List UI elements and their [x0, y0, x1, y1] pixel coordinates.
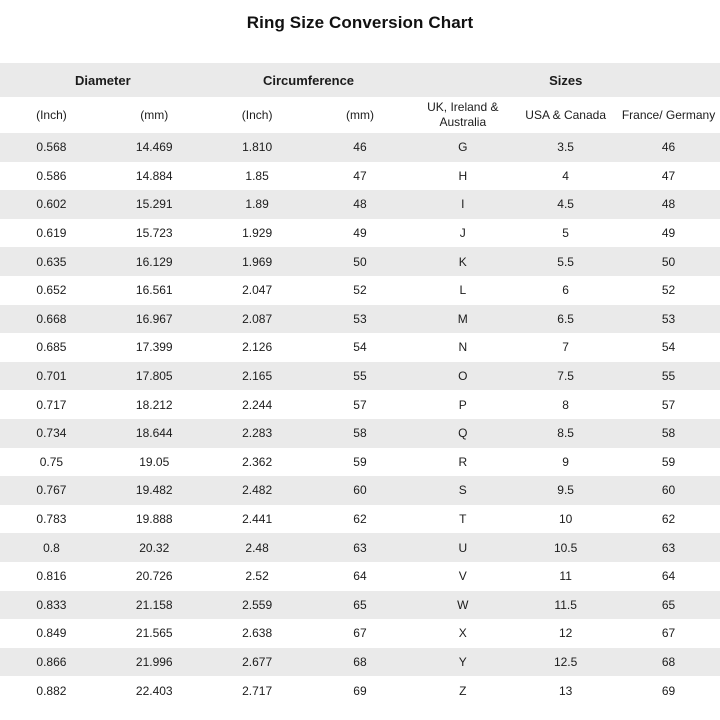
table-cell: 68	[661, 654, 676, 669]
table-cell: 58	[353, 426, 367, 441]
table-cell: 21.565	[135, 626, 173, 641]
table-cell: 2.087	[242, 311, 273, 326]
table-row	[0, 591, 720, 620]
table-cell: 60	[353, 483, 367, 498]
table-row	[0, 448, 720, 477]
table-cell: 67	[661, 626, 676, 641]
table-cell: 48	[661, 197, 676, 212]
group-header-circumference: Circumference	[206, 63, 412, 97]
table-row	[0, 476, 720, 505]
table-cell: 2.677	[242, 654, 273, 669]
table-cell: S	[458, 483, 467, 498]
table-cell: 47	[353, 168, 367, 183]
table-cell: 12	[558, 626, 573, 641]
table-cell: 0.586	[36, 168, 67, 183]
table-cell: 8.5	[557, 426, 574, 441]
column-header-uk-ireland-australia: UK, Ireland & Australia	[411, 97, 514, 133]
table-body	[0, 133, 720, 705]
table-cell: 52	[353, 283, 367, 298]
table-cell: 46	[661, 140, 676, 155]
table-cell: 0.783	[36, 512, 67, 527]
table-cell: 22.403	[135, 683, 173, 698]
table-row	[0, 362, 720, 391]
table-cell: 60	[661, 483, 676, 498]
table-cell: 46	[353, 140, 367, 155]
table-cell: 0.635	[36, 254, 67, 269]
table-cell: 49	[661, 226, 676, 241]
table-cell: 2.638	[242, 626, 273, 641]
column-header-usa-canada: USA & Canada	[514, 97, 617, 133]
table-cell: 2.283	[242, 426, 273, 441]
table-cell: 17.399	[135, 340, 173, 355]
table-cell: 2.441	[242, 512, 273, 527]
table-cell: 0.8	[43, 540, 60, 555]
table-cell: Y	[458, 654, 467, 669]
table-cell: 2.126	[242, 340, 273, 355]
table-subheader-row	[0, 97, 720, 133]
table-cell: 57	[353, 397, 367, 412]
table-cell: X	[458, 626, 467, 641]
table-cell: I	[461, 197, 465, 212]
table-cell: 50	[353, 254, 367, 269]
table-cell: 65	[353, 597, 367, 612]
table-cell: 11	[559, 569, 572, 584]
table-cell: 0.767	[36, 483, 67, 498]
table-cell: 21.996	[135, 654, 173, 669]
table-cell: 0.882	[36, 683, 67, 698]
table-cell: 19.05	[139, 454, 170, 469]
ring-size-table	[0, 63, 720, 705]
table-row	[0, 619, 720, 648]
table-cell: H	[458, 168, 468, 183]
table-cell: 5	[562, 226, 569, 241]
table-cell: M	[457, 311, 468, 326]
column-header-diameter-inch: (Inch)	[0, 97, 103, 133]
table-cell: 19.482	[135, 483, 173, 498]
table-cell: 63	[661, 540, 676, 555]
table-cell: 1.89	[245, 197, 269, 212]
table-cell: J	[459, 226, 466, 241]
table-cell: 54	[353, 340, 367, 355]
table-cell: 19.888	[135, 512, 173, 527]
table-cell: 0.602	[36, 197, 67, 212]
table-cell: 0.849	[36, 626, 67, 641]
group-header-diameter: Diameter	[0, 63, 206, 97]
table-cell: N	[458, 340, 468, 355]
table-cell: 21.158	[135, 597, 173, 612]
table-cell: 2.717	[242, 683, 273, 698]
table-cell: 1.85	[245, 168, 269, 183]
table-cell: 59	[661, 454, 676, 469]
table-row	[0, 276, 720, 305]
table-row	[0, 190, 720, 219]
table-cell: 63	[353, 540, 367, 555]
table-cell: 20.726	[135, 569, 173, 584]
table-cell: 7.5	[557, 369, 574, 384]
table-cell: 18.644	[135, 426, 173, 441]
table-header	[0, 63, 720, 133]
table-cell: 2.047	[242, 283, 273, 298]
table-cell: 2.559	[242, 597, 273, 612]
table-cell: 1.969	[242, 254, 273, 269]
table-cell: 0.734	[36, 426, 67, 441]
table-row	[0, 505, 720, 534]
table-cell: 16.129	[135, 254, 173, 269]
table-cell: 2.48	[245, 540, 269, 555]
table-cell: 14.469	[135, 140, 173, 155]
column-header-diameter-mm: (mm)	[103, 97, 206, 133]
table-cell: P	[458, 397, 467, 412]
table-cell: 10	[558, 512, 573, 527]
table-cell: 16.561	[135, 283, 173, 298]
table-cell: 20.32	[139, 540, 170, 555]
table-cell: 55	[353, 369, 367, 384]
table-row	[0, 648, 720, 677]
table-cell: 69	[353, 683, 367, 698]
group-header-sizes: Sizes	[411, 63, 720, 97]
table-cell: 8	[562, 397, 569, 412]
table-cell: 11.5	[554, 597, 577, 612]
column-header-circumference-inch: (Inch)	[206, 97, 309, 133]
table-cell: 64	[353, 569, 367, 584]
table-cell: 0.701	[36, 369, 67, 384]
table-cell: 53	[661, 311, 676, 326]
table-cell: R	[458, 454, 468, 469]
table-cell: T	[459, 512, 467, 527]
table-row	[0, 562, 720, 591]
page-title: Ring Size Conversion Chart	[246, 13, 474, 32]
table-cell: 12.5	[553, 654, 578, 669]
table-cell: 3.5	[557, 140, 574, 155]
table-cell: 59	[353, 454, 367, 469]
table-cell: W	[457, 597, 469, 612]
table-cell: 67	[353, 626, 367, 641]
table-cell: 9	[562, 454, 569, 469]
table-cell: 0.717	[36, 397, 67, 412]
table-cell: K	[458, 254, 467, 269]
table-cell: 1.929	[242, 226, 273, 241]
table-row	[0, 419, 720, 448]
table-cell: 62	[661, 512, 676, 527]
table-cell: 15.291	[135, 197, 173, 212]
column-header-circumference-mm: (mm)	[309, 97, 412, 133]
table-cell: 2.165	[242, 369, 273, 384]
table-cell: 4	[562, 168, 569, 183]
table-cell: 18.212	[135, 397, 173, 412]
table-cell: 0.866	[36, 654, 67, 669]
table-cell: 6.5	[557, 311, 574, 326]
table-cell: 9.5	[557, 483, 574, 498]
table-cell: Z	[459, 683, 467, 698]
table-cell: 48	[353, 197, 367, 212]
table-group-header-row	[0, 63, 720, 97]
table-row	[0, 333, 720, 362]
table-cell: 7	[562, 340, 569, 355]
table-cell: 13	[558, 683, 573, 698]
table-cell: 54	[661, 340, 676, 355]
table-cell: 0.619	[36, 226, 67, 241]
table-row	[0, 676, 720, 705]
table-row	[0, 533, 720, 562]
table-cell: 69	[661, 683, 676, 698]
table-cell: 5.5	[557, 254, 574, 269]
table-cell: 1.810	[242, 140, 273, 155]
table-cell: 0.652	[36, 283, 67, 298]
table-cell: O	[458, 369, 468, 384]
table-cell: 47	[661, 168, 676, 183]
table-cell: 2.482	[242, 483, 273, 498]
table-row	[0, 219, 720, 248]
table-cell: 0.668	[36, 311, 67, 326]
table-cell: Q	[458, 426, 468, 441]
table-cell: 17.805	[135, 369, 173, 384]
table-cell: 15.723	[135, 226, 173, 241]
table-cell: 55	[661, 369, 676, 384]
table-cell: 57	[661, 397, 676, 412]
table-cell: 49	[353, 226, 367, 241]
table-cell: 50	[661, 254, 676, 269]
table-cell: L	[459, 283, 467, 298]
table-cell: 0.816	[36, 569, 67, 584]
table-row	[0, 162, 720, 191]
table-cell: 10.5	[553, 540, 578, 555]
table-cell: 52	[661, 283, 676, 298]
table-cell: 62	[353, 512, 367, 527]
table-cell: 14.884	[135, 168, 173, 183]
table-cell: U	[458, 540, 468, 555]
table-cell: 2.244	[242, 397, 273, 412]
table-cell: 6	[562, 283, 569, 298]
column-header-france-germany: France/ Germany	[617, 97, 720, 133]
table-cell: 65	[661, 597, 676, 612]
table-cell: 58	[661, 426, 676, 441]
table-cell: 68	[353, 654, 367, 669]
table-row	[0, 305, 720, 334]
table-cell: 16.967	[135, 311, 173, 326]
table-cell: 2.362	[242, 454, 273, 469]
table-cell: 0.685	[36, 340, 67, 355]
table-row	[0, 247, 720, 276]
table-cell: 64	[661, 569, 676, 584]
table-cell: 4.5	[557, 197, 574, 212]
table-cell: 0.75	[39, 454, 64, 469]
table-cell: G	[458, 140, 468, 155]
table-cell: V	[458, 569, 467, 584]
table-cell: 53	[353, 311, 367, 326]
table-row	[0, 133, 720, 162]
table-row	[0, 390, 720, 419]
table-cell: 0.833	[36, 597, 67, 612]
table-cell: 0.568	[36, 140, 67, 155]
table-cell: 2.52	[245, 569, 269, 584]
